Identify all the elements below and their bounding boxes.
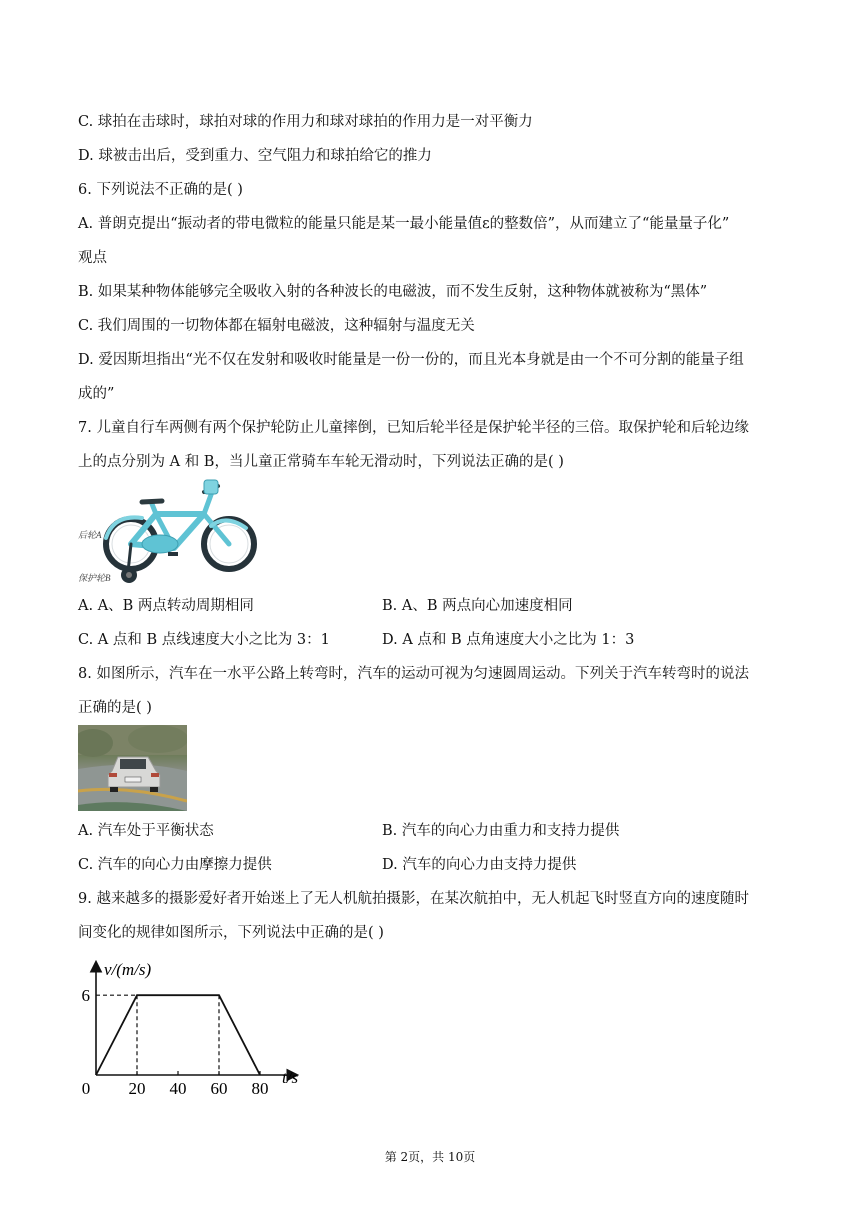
q6-option-d: D. 爱因斯坦指出“光不仅在发射和吸收时能量是一份一份的，而且光本身就是由一个不可分割的能量子组 (78, 352, 744, 368)
q6-option-d-cont: 成的” (78, 386, 115, 402)
q8-option-c: C. 汽车的向心力由摩擦力提供 (78, 857, 272, 873)
q7-option-a: A. A、B 两点转动周期相同 (78, 598, 254, 614)
q5-option-c: C. 球拍在击球时，球拍对球的作用力和球对球拍的作用力是一对平衡力 (78, 114, 533, 130)
q8-option-d: D. 汽车的向心力由支持力提供 (382, 857, 577, 873)
q7-option-c: C. A 点和 B 点线速度大小之比为 3：1 (78, 632, 330, 648)
q9-stem-line1: 9. 越来越多的摄影爱好者开始迷上了无人机航拍摄影，在某次航拍中，无人机起飞时竖直方向的速度随时 (78, 891, 749, 907)
q8-stem-line1: 8. 如图所示，汽车在一水平公路上转弯时，汽车的运动可视为匀速圆周运动。下列关于汽车转弯时的说法 (78, 666, 749, 682)
q7-option-b: B. A、B 两点向心加速度相同 (382, 598, 573, 614)
label-rear-wheel-a: 后轮A (78, 530, 102, 540)
q8-stem-line2: 正确的是( ) (78, 700, 152, 716)
x-tick-label: 40 (169, 1079, 187, 1098)
q7-option-d: D. A 点和 B 点角速度大小之比为 1：3 (382, 632, 635, 648)
y-axis-label: v/(m/s) (104, 960, 152, 979)
q8-option-a: A. 汽车处于平衡状态 (78, 823, 214, 839)
page-footer: 第 2页，共 10页 (384, 1150, 476, 1164)
x-tick-label: 80 (251, 1079, 269, 1098)
y-tick-label: 6 (81, 986, 90, 1006)
x-tick-label: 0 (81, 1079, 91, 1098)
x-tick-label: 60 (210, 1079, 228, 1098)
car-turning-photo (78, 725, 187, 811)
x-axis-label: t/s (282, 1068, 299, 1087)
q6-option-c: C. 我们周围的一切物体都在辐射电磁波，这种辐射与温度无关 (78, 318, 475, 334)
q8-option-b: B. 汽车的向心力由重力和支持力提供 (382, 823, 620, 839)
q5-option-d: D. 球被击出后，受到重力、空气阻力和球拍给它的推力 (78, 148, 432, 164)
x-tick-label: 20 (128, 1079, 146, 1098)
q6-stem: 6. 下列说法不正确的是( ) (78, 182, 243, 198)
q9-stem-line2: 间变化的规律如图所示，下列说法中正确的是( ) (78, 925, 384, 941)
q6-option-a-cont: 观点 (78, 250, 107, 266)
bicycle-figure (76, 476, 260, 588)
velocity-series-line (96, 995, 260, 1075)
q6-option-a: A. 普朗克提出“振动者的带电微粒的能量只能是某一最小能量值ε的整数倍”，从而建立了“能量量子化” (78, 216, 730, 232)
q6-option-b: B. 如果某种物体能够完全吸收入射的各种波长的电磁波，而不发生反射，这种物体就被称为“黑体” (78, 284, 708, 300)
q7-stem-line1: 7. 儿童自行车两侧有两个保护轮防止儿童摔倒，已知后轮半径是保护轮半径的三倍。取保护轮和后轮边缘 (78, 420, 749, 436)
velocity-time-chart (78, 955, 308, 1100)
label-guard-wheel-b: 保护轮B (78, 573, 111, 583)
q7-stem-line2: 上的点分别为 A 和 B，当儿童正常骑车车轮无滑动时，下列说法正确的是( ) (78, 454, 564, 470)
